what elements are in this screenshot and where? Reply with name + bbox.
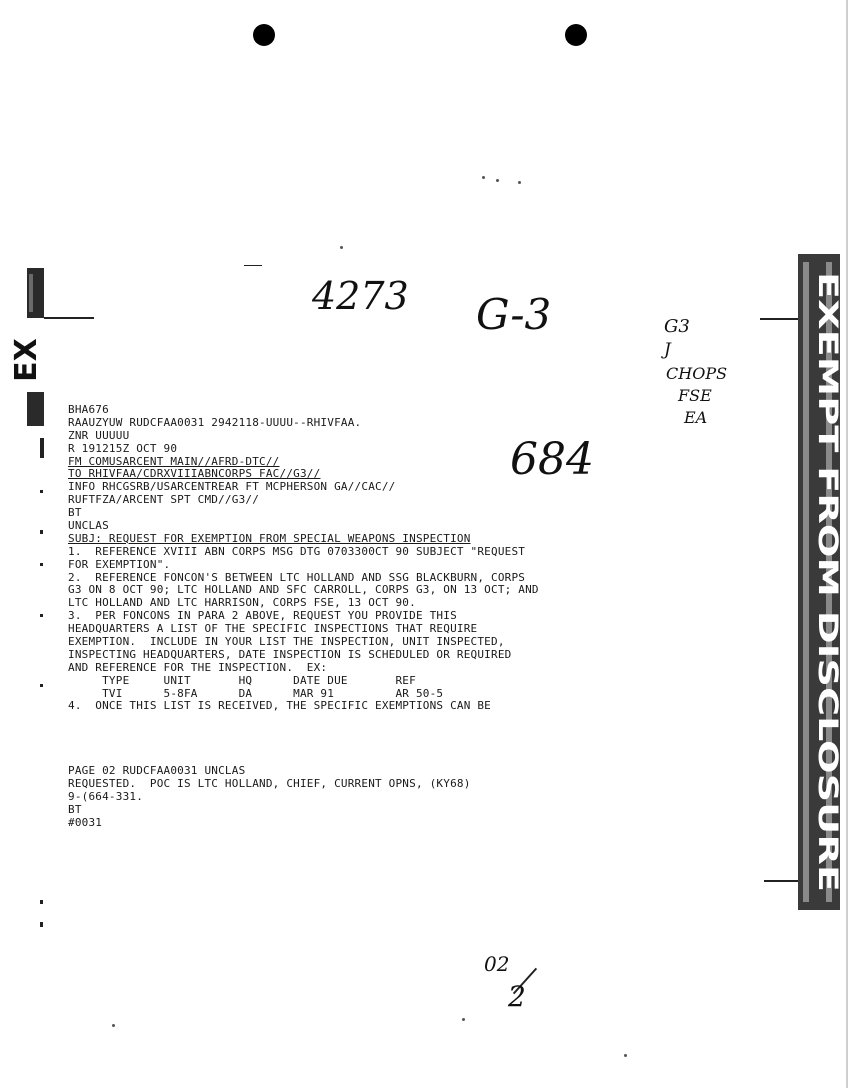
msg-body-line: 4. ONCE THIS LIST IS RECEIVED, THE SPECIFIC EXEMPTIONS CAN BE	[68, 699, 491, 713]
handwritten-doc-number: 4273	[312, 274, 409, 318]
msg-header-line: BHA676	[68, 403, 109, 416]
msg-body-line: 2. REFERENCE FONCON'S BETWEEN LTC HOLLAND AND SSG BLACKBURN, CORPS	[68, 570, 526, 584]
punch-hole-right	[565, 24, 587, 46]
speck	[112, 1024, 115, 1027]
msg-info-line: INFO RHCGSRB/USARCENTREAR FT MCPHERSON GA//CAC//	[68, 480, 396, 494]
speck	[340, 246, 343, 249]
margin-mark	[40, 922, 43, 927]
ex-stamp-text: EX	[9, 338, 44, 382]
msg-info-line: UNCLAS	[68, 519, 109, 533]
msg-header-line: R 191215Z OCT 90	[68, 441, 178, 455]
handwritten-routing-2: J	[664, 340, 671, 360]
msg-body-line: INSPECTING HEADQUARTERS, DATE INSPECTION IS SCHEDULED OR REQUIRED	[68, 647, 512, 661]
msg-body-line: AND REFERENCE FOR THE INSPECTION. EX:	[68, 660, 328, 674]
msg-info-line: BT	[68, 506, 82, 520]
exempt-stamp-bottom-tick	[764, 880, 798, 882]
msg-body-line: 3. PER FONCONS IN PARA 2 ABOVE, REQUEST YOU PROVIDE THIS	[68, 609, 457, 623]
margin-mark	[40, 563, 43, 566]
handwritten-fraction-top: 02	[484, 952, 510, 976]
msg-to-line: TO RHIVFAA/CDRXVIIIABNCORPS FAC//G3//	[68, 467, 321, 481]
msg-page2-line: #0031	[68, 815, 103, 829]
margin-bar	[40, 438, 44, 458]
msg-header-line: ZNR UUUUU	[68, 428, 130, 442]
speck	[462, 1018, 465, 1021]
ex-stamp-left-tick	[44, 317, 94, 319]
msg-from-line: FM COMUSARCENT MAIN//AFRD-DTC//	[68, 454, 280, 468]
punch-hole-left	[253, 24, 275, 46]
msg-page2-line: PAGE 02 RUDCFAA0031 UNCLAS	[68, 764, 246, 778]
handwritten-page-ref: 684	[510, 434, 594, 485]
handwritten-routing-4: FSE	[678, 386, 712, 405]
margin-mark	[40, 900, 43, 904]
handwritten-section: G-3	[476, 290, 552, 339]
msg-body-line: EXEMPTION. INCLUDE IN YOUR LIST THE INSPECTION, UNIT INSPECTED,	[68, 635, 505, 649]
speck	[482, 176, 485, 179]
margin-mark	[40, 530, 43, 534]
msg-body-line: HEADQUARTERS A LIST OF THE SPECIFIC INSPECTIONS THAT REQUIRE	[68, 622, 478, 636]
msg-body-line: LTC HOLLAND AND LTC HARRISON, CORPS FSE, 13 OCT 90.	[68, 596, 416, 610]
msg-page2-line: REQUESTED. POC IS LTC HOLLAND, CHIEF, CURRENT OPNS, (KY68)	[68, 777, 471, 791]
msg-header-line: RAAUZYUW RUDCFAA0031 2942118-UUUU--RHIVFAA.	[68, 415, 362, 429]
handwritten-fraction-bottom: 2	[508, 980, 526, 1013]
exempt-stamp-text: EXEMPT FROM DISCLOSURE	[812, 272, 843, 695]
msg-body-line: FOR EXEMPTION".	[68, 557, 171, 571]
handwritten-routing-5: EA	[684, 408, 708, 427]
msg-body-line: TVI 5-8FA DA MAR 91 AR 50-5	[68, 686, 444, 700]
msg-page2-line: BT	[68, 803, 82, 817]
exempt-stamp-right	[796, 254, 842, 910]
msg-body-line: TYPE UNIT HQ DATE DUE REF	[68, 673, 416, 687]
handwritten-routing-1: G3	[664, 316, 690, 337]
msg-body-line: G3 ON 8 OCT 90; LTC HOLLAND AND SFC CARROLL, CORPS G3, ON 13 OCT; AND	[68, 583, 539, 597]
ex-stamp-left	[9, 268, 46, 426]
exempt-stamp-top-tick	[760, 318, 798, 320]
message-body	[68, 404, 668, 830]
handwritten-routing-3: CHOPS	[666, 364, 728, 383]
msg-page2-line: 9-(664-331.	[68, 790, 144, 804]
margin-mark	[40, 684, 43, 687]
msg-subject-line: SUBJ: REQUEST FOR EXEMPTION FROM SPECIAL WEAPONS INSPECTION	[68, 531, 471, 545]
dash-mark	[244, 265, 262, 266]
msg-body-line: 1. REFERENCE XVIII ABN CORPS MSG DTG 0703300CT 90 SUBJECT "REQUEST	[68, 544, 526, 558]
speck	[496, 179, 499, 182]
margin-mark	[40, 490, 43, 493]
msg-info-line: RUFTFZA/ARCENT SPT CMD//G3//	[68, 493, 260, 507]
page-break-gap	[68, 713, 668, 765]
margin-mark	[40, 614, 43, 617]
speck	[518, 181, 521, 184]
speck	[624, 1054, 627, 1057]
